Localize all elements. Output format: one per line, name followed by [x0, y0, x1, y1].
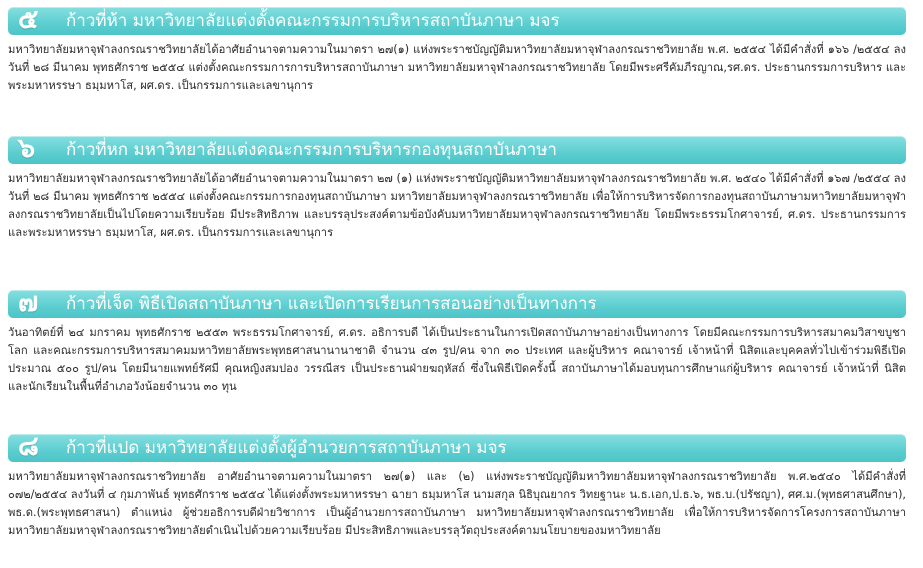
- section-title: ก้าวที่แปด มหาวิทยาลัยแต่งตั้งผู้อำนวยการสถาบันภาษา มจร: [66, 438, 507, 458]
- section-step-5: [8, 4, 906, 95]
- section-step-8: [8, 431, 906, 540]
- section-step-6: [8, 133, 906, 242]
- section-body: มหาวิทยาลัยมหาจุฬาลงกรณราชวิทยาลัยได้อาศัยอำนาจตามความในมาตรา ๒๗ (๑) แห่งพระราชบัญญัติมหาวิทยาลัยมหาจุฬาลงกรณราชวิทยาลัย พ.ศ. ๒๕๔๐ ได้มีคำสั่งที่ ๑๖๗ /๒๕๕๔ ลงวันที่ ๒๘ มีนาคม พุทธศักราช ๒๕๕๔ แต่งตั้งคณะกรรมการกองทุนสถาบันภาษา มหาวิทยาลัยมหาจุฬาลงกรณราชวิทยาลัย เพื่อให้การบริหารจัดการกองทุนสถาบันภาษามหาวิทยาลัยมหาจุฬาลงกรณราชวิทยาลัยเป็นไปโดยความเรียบร้อย มีประสิทธิภาพ และบรรลุประสงค์ตามข้อบังคับมหาวิทยาลัยมหาจุฬาลงกรณราชวิทยาลัย โดยมีพระธรรมโกศาจารย์, ศ.ดร. ประธานกรรมการ และพระมหาหรรษา ธมฺมหาโส, ผศ.ดร. เป็นกรรมการและเลขานุการ: [8, 172, 906, 239]
- section-body: มหาวิทยาลัยมหาจุฬาลงกรณราชวิทยาลัยได้อาศัยอำนาจตามความในมาตรา ๒๗(๑) แห่งพระราชบัญญัติมหาวิทยาลัยมหาจุฬาลงกรณราชวิทยาลัย พ.ศ. ๒๕๕๔ ได้มีคำสั่งที่ ๑๖๖ /๒๕๕๔ ลงวันที่ ๒๘ มีนาคม พุทธศักราช ๒๕๕๔ แต่งตั้งคณะกรรมการการบริหารสถาบันภาษา มหาวิทยาลัยมหาจุฬาลงกรณราชวิทยาลัย โดยมีพระศรีคัมภีรญาณ,รศ.ดร. ประธานกรรมการบริหาร และพระมหาหรรษา ธมฺมหาโส, ผศ.ดร. เป็นกรรมการและเลขานุการ: [8, 43, 906, 92]
- step-number: ๘: [18, 431, 39, 462]
- section-banner: [8, 4, 906, 35]
- section-body: มหาวิทยาลัยมหาจุฬาลงกรณราชวิทยาลัย อาศัยอำนาจตามความในมาตรา ๒๗(๑) และ (๒) แห่งพระราชบัญญัติมหาวิทยาลัยมหาจุฬาลงกรณราชวิทยาลัย พ.ศ.๒๕๔๐ ได้มีคำสั่งที่ ๐๗๒/๒๕๕๔ ลงวันที่ ๔ กุมภาพันธ์ พุทธศักราช ๒๕๕๔ ได้แต่งตั้งพระมหาหรรษา ฉายา ธมฺมหาโส นามสกุล นิธิบุณยากร วิทยฐานะ น.ธ.เอก,ป.ธ.๖, พธ.บ.(ปรัชญา), ศศ.ม.(พุทธศาสนศึกษา), พธ.ด.(พระพุทธศาสนา) ตำแหน่ง ผู้ช่วยอธิการบดีฝ่ายวิชาการ เป็นผู้อำนวยการสถาบันภาษา มหาวิทยาลัยมหาจุฬาลงกรณราชวิทยาลัย เพื่อให้การบริหารจัดการโครงการสถาบันภาษา มหาวิทยาลัยมหาจุฬาลงกรณราชวิทยาลัยดำเนินไปด้วยความเรียบร้อย มีประสิทธิภาพและบรรลุวัตถุประสงค์ตามนโยบายของมหาวิทยาลัย: [8, 470, 906, 537]
- section-title: ก้าวที่เจ็ด พิธีเปิดสถาบันภาษา และเปิดการเรียนการสอนอย่างเป็นทางการ: [66, 294, 597, 314]
- section-banner: [8, 431, 906, 462]
- section-banner: [8, 287, 906, 318]
- step-number: ๖: [18, 133, 36, 164]
- step-number: ๗: [18, 287, 39, 318]
- step-number: ๕: [18, 4, 39, 35]
- section-title: ก้าวที่หก มหาวิทยาลัยแต่งคณะกรรมการบริหารกองทุนสถาบันภาษา: [66, 140, 557, 160]
- section-body: วันอาทิตย์ที่ ๒๔ มกราคม พุทธศักราช ๒๕๕๓ พระธรรมโกศาจารย์, ศ.ดร. อธิการบดี ได้เป็นประธานในการเปิดสถาบันภาษาอย่างเป็นทางการ โดยมีคณะกรรมการบริหารสมาคมวิสาขบูชาโลก และคณะกรรมการบริหารสมาคมมหาวิทยาลัยพระพุทธศาสนานานาชาติ จำนวน ๔๓ รูป/คน จาก ๓๐ ประเทศ และผู้บริหาร คณาจารย์ เจ้าหน้าที่ นิสิตและบุคคลทั่วไปเข้าร่วมพิธีเปิดประมาณ ๕๐๐ รูป/คน โดยมีนายแพทย์รัศมี คุณหญิงสมปอง วรรณีสร เป็นประธานฝ่ายฆฤหัสถ์ ซึ่งในพิธีเปิดครั้งนี้ สถาบันภาษาได้มอบทุนการศึกษาแก่ผู้บริหาร คณาจารย์ เจ้าหน้าที่ นิสิต และนักเรียนในพื้นที่อำเภอวังน้อยจำนวน ๓๐ ทุน: [8, 326, 906, 393]
- section-banner: [8, 133, 906, 164]
- section-title: ก้าวที่ห้า มหาวิทยาลัยแต่งตั้งคณะกรรมการบริหารสถาบันภาษา มจร: [66, 11, 560, 31]
- section-step-7: [8, 287, 906, 396]
